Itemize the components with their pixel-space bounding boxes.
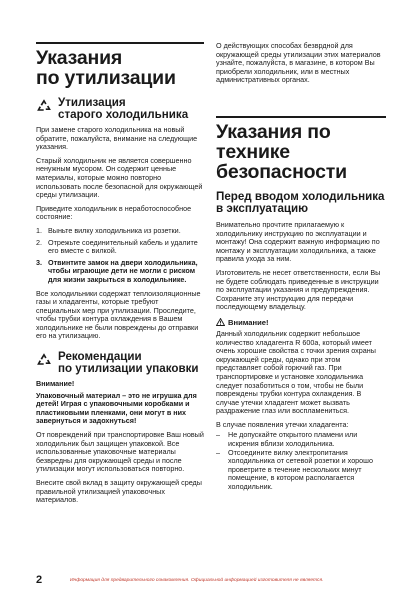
list-item: – Отсоедините вилку электропитания холодильника от сетевой розетки и хорошо проветрите в течение нескольких минут помещение, в котором располагается холодильник. bbox=[216, 447, 373, 492]
recycle-icon bbox=[36, 98, 52, 114]
recycle-icon bbox=[36, 352, 52, 368]
packaging-subsection-header bbox=[36, 351, 204, 374]
safety-liability: Изготовитель не несет ответственности, если Вы не будете соблюдать приведенные в инструкции по эксплуатации указания и предупреждения. Сохраните эту инструкцию для передачи последующему владельцу. bbox=[216, 267, 381, 312]
packaging-warning-label: Внимание! bbox=[36, 379, 75, 389]
old-fridge-subsection-header bbox=[36, 97, 204, 120]
leak-actions-list bbox=[216, 431, 386, 491]
before-use-subheading: Перед вводом холодильника в эксплуатацию bbox=[216, 190, 385, 215]
page-number: 2 bbox=[36, 574, 43, 586]
list-item: 2. Отрежьте соединительный кабель и удалите его вместе с вилкой. bbox=[36, 237, 198, 256]
list-item: – Не допускайте открытого пламени или искрения вблизи холодильника. bbox=[216, 430, 358, 449]
packaging-subheading: Рекомендации по утилизации упаковки bbox=[58, 350, 199, 375]
warning-triangle-icon bbox=[216, 318, 225, 326]
disable-steps-list bbox=[36, 227, 204, 285]
old-fridge-disable-intro: Приведите холодильник в неработоспособное состояние: bbox=[36, 203, 192, 222]
refrigerant-info: Данный холодильник содержит небольшое количество хладагента R 600a, который имеет очень хорошие свойства с точки зрения охраны окружающей среды, однако при этом представляет собой горючий газ. При транспортировке и установке холодильника следует позаботиться о том, чтобы не были повреждены трубки контура охлаждения. В случае утечки хладагент может вызвать раздражение глаз или воспламениться. bbox=[216, 328, 376, 416]
packaging-warning-text: Упаковочный материал – это не игрушка для детей! Играя с упаковочными коробками и пластиковыми пленками, они могут в них завернуться и задохнуться! bbox=[36, 390, 197, 426]
safety-read-manual: Внимательно прочтите прилагаемую к холодильнику инструкцию по эксплуатации и монтажу! Она содержит важную информацию по монтажу и эксплуатации холодильника, а также правила ухода за ним. bbox=[216, 220, 380, 264]
old-fridge-subheading: Утилизация старого холодильника bbox=[58, 96, 189, 121]
old-fridge-gases: Все холодильники содержат теплоизоляционные газы и хладагенты, которые требуют специальных мер при утилизации. Проследите, чтобы трубки контура охлаждения в Вашем холодильнике не были повреждены до отправки его на утилизацию. bbox=[36, 288, 201, 341]
old-fridge-intro: При замене старого холодильника на новый обратите, пожалуйста, внимание на следующие указания. bbox=[36, 125, 198, 152]
packaging-protection-text: От повреждений при транспортировке Ваш новый холодильник был защищен упаковкой. Все использованные упаковочные материалы безвредны для окружающей среды и после утилизации могут использоваться повторно. bbox=[36, 430, 204, 474]
old-fridge-materials: Старый холодильник не является совершенно ненужным мусором. Он содержит ценные материалы, которые можно повторно использовать после безопасной для окружающей среды утилизации. bbox=[36, 155, 203, 200]
leak-intro: В случае появления утечки хладагента: bbox=[216, 419, 349, 429]
refrigerant-warning-title: Внимание! bbox=[216, 318, 386, 327]
disposal-continued-text: О действующих способах безврдной для окружающей среды утилизации этих материалов узнайте, пожалуйста, в магазине, в котором Вы приобрели холодильник, или в местных административных органах. bbox=[216, 41, 381, 85]
list-item: 1. Выньте вилку холодильника из розетки. bbox=[36, 225, 181, 235]
list-item: 3. Отвинтите замок на двери холодильника, чтобы играющие дети не могли с риском для жизни закрыться в холодильнике. bbox=[36, 257, 198, 284]
right-heading-rule bbox=[216, 116, 386, 118]
left-heading-rule bbox=[36, 42, 204, 44]
packaging-contribution-text: Внесите свой вклад в защиту окружающей среды правильной утилизацией упаковочных материалов. bbox=[36, 478, 202, 505]
footer-disclaimer: Информация для предварительного ознакомления. Официальной информацией изготовителя не является. bbox=[70, 578, 324, 583]
disposal-heading: Указания по утилизации bbox=[36, 47, 176, 89]
safety-heading: Указания по технике безопасности bbox=[216, 121, 347, 183]
